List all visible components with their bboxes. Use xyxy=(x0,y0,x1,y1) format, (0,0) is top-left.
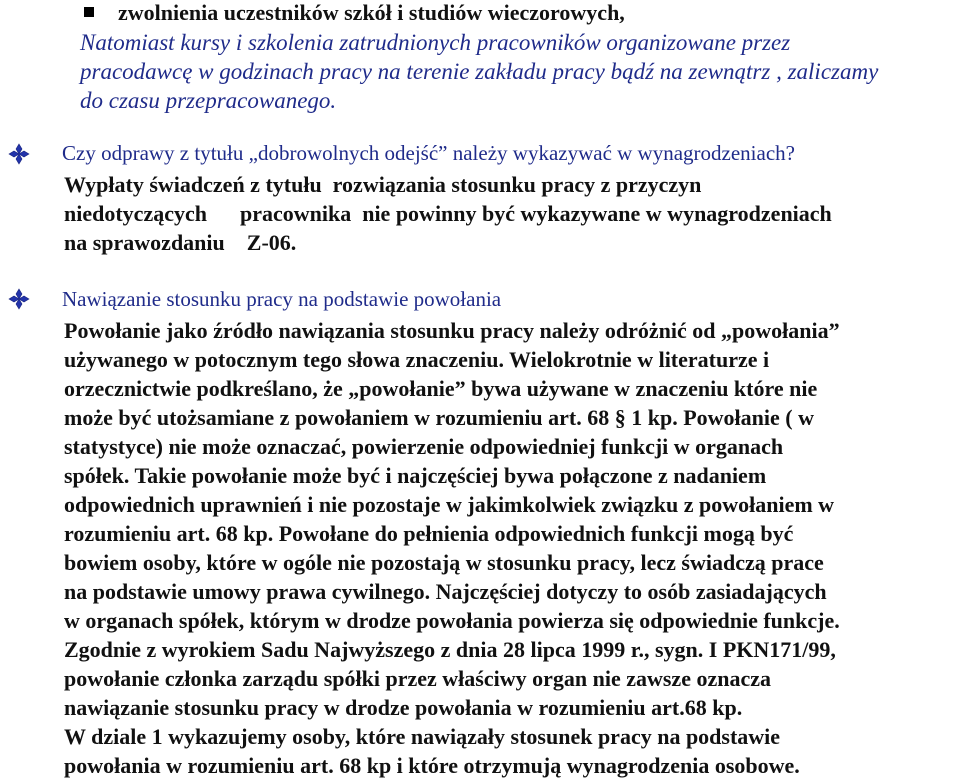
section2-body-line: orzecznictwie podkreślano, że „powołanie” bywa używane w znaczeniu które nie xyxy=(64,376,818,401)
bullet-item-text: zwolnienia uczestników szkół i studiów wieczorowych, xyxy=(118,0,625,25)
section2-body-line: rozumieniu art. 68 kp. Powołane do pełnienia odpowiednich funkcji mogą być xyxy=(64,521,794,546)
section1-answer-line-1: Wypłaty świadczeń z tytułu rozwiązania stosunku pracy z przyczyn xyxy=(64,172,702,197)
diamond-bullet-icon xyxy=(8,288,30,310)
section2-body-line: odpowiednich uprawnień i nie pozostaje w jakimkolwiek związku z powołaniem w xyxy=(64,492,835,517)
section2-body-line: Zgodnie z wyrokiem Sadu Najwyższego z dnia 28 lipca 1999 r., sygn. I PKN171/99, xyxy=(64,637,836,662)
section2-body-line: może być utożsamiane z powołaniem w rozumieniu art. 68 § 1 kp. Powołanie ( w xyxy=(64,405,814,430)
section2-body-line: na podstawie umowy prawa cywilnego. Najczęściej dotyczy to osób zasiadających xyxy=(64,579,827,604)
section2-body-line: spółek. Takie powołanie może być i najczęściej bywa połączone z nadaniem xyxy=(64,463,767,488)
section2-body-line: bowiem osoby, które w ogóle nie pozostają w stosunku pracy, lecz świadczą prace xyxy=(64,550,824,575)
section1-answer-line-3: na sprawozdaniu Z-06. xyxy=(64,230,297,255)
section2-body-line: w organach spółek, którym w drodze powołania powierza się odpowiednie funkcje. xyxy=(64,608,840,633)
section2-body-line: powołanie członka zarządu spółki przez właściwy organ nie zawsze oznacza xyxy=(64,666,771,691)
square-bullet-icon xyxy=(84,7,94,17)
section2-body-line: używanego w potocznym tego słowa znaczeniu. Wielokrotnie w literaturze i xyxy=(64,347,770,372)
section2-heading: Nawiązanie stosunku pracy na podstawie powołania xyxy=(62,287,502,311)
diamond-bullet-icon xyxy=(8,143,30,165)
section2-body-line: W dziale 1 wykazujemy osoby, które nawiązały stosunek pracy na podstawie xyxy=(64,724,781,749)
section2-body-line: Powołanie jako źródło nawiązania stosunku pracy należy odróżnić od „powołania” xyxy=(64,318,840,343)
section2-body-line: nawiązanie stosunku pracy w drodze powołania w rozumieniu art.68 kp. xyxy=(64,695,743,720)
intro-line-1: Natomiast kursy i szkolenia zatrudnionych pracowników organizowane przez xyxy=(80,30,791,55)
section2-body-line: powołania w rozumieniu art. 68 kp i które otrzymują wynagrodzenia osobowe. xyxy=(64,753,800,778)
section2-body-line: statystyce) nie może oznaczać, powierzenie odpowiedniej funkcji w organach xyxy=(64,434,784,459)
intro-line-3: do czasu przepracowanego. xyxy=(80,88,337,113)
section1-answer-line-2: niedotyczących pracownika nie powinny być wykazywane w wynagrodzeniach xyxy=(64,201,832,226)
section1-question: Czy odprawy z tytułu „dobrowolnych odejść” należy wykazywać w wynagrodzeniach? xyxy=(62,141,795,165)
intro-line-2: pracodawcę w godzinach pracy na terenie zakładu pracy bądź na zewnątrz , zaliczamy xyxy=(80,59,879,84)
